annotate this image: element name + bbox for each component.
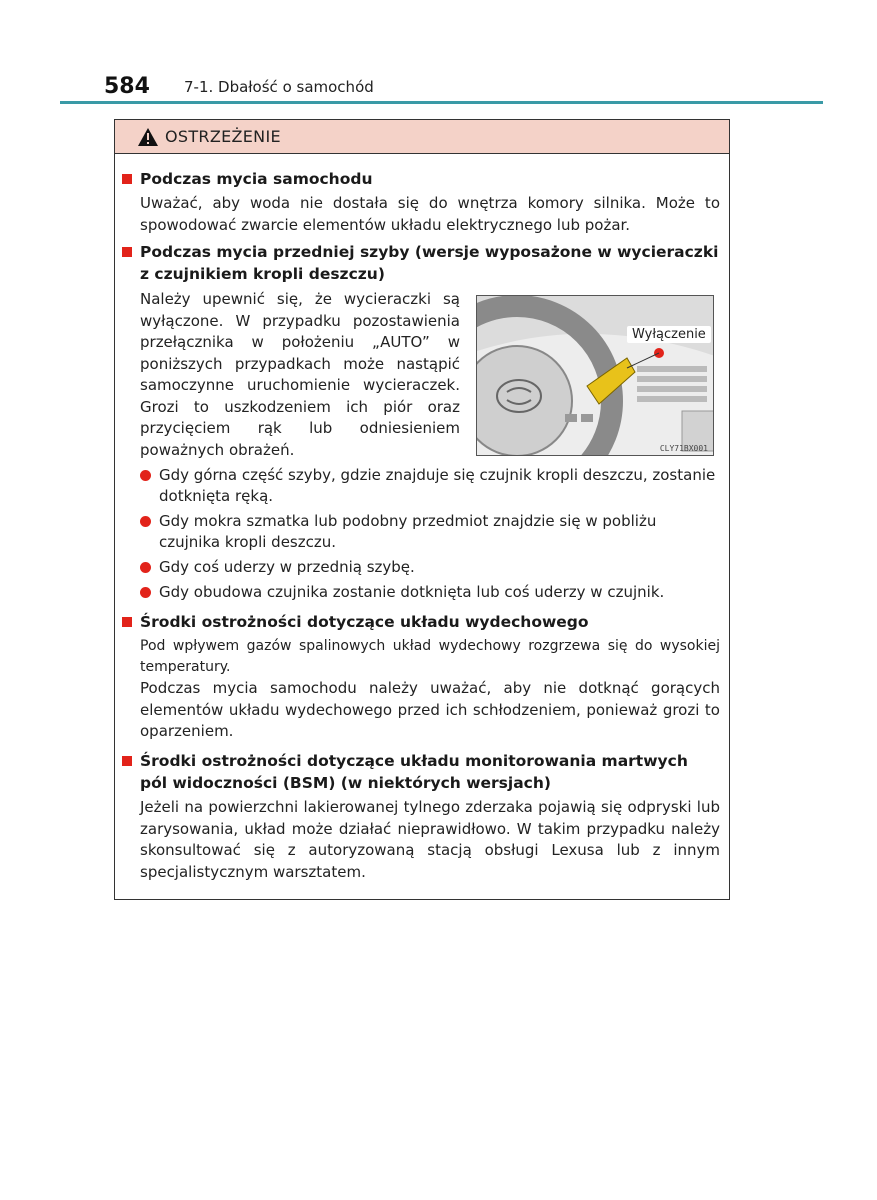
red-square-bullet-icon: [122, 174, 132, 184]
section-title-exhaust: Środki ostrożności dotyczące układu wydechowego: [140, 613, 589, 631]
list-item: Gdy coś uderzy w przednią szybę.: [140, 557, 720, 578]
section-text-exhaust-2: Podczas mycia samochodu należy uważać, aby nie dotknąć gorących elementów układu wydechowego przed ich schłodzeniem, ponieważ grozi to oparzeniem.: [140, 679, 720, 740]
figure-label-off: Wyłączenie: [627, 326, 711, 343]
red-dot-bullet-icon: [140, 587, 151, 598]
red-dot-bullet-icon: [140, 470, 151, 481]
section-title-washing: Podczas mycia samochodu: [140, 170, 373, 188]
warning-label: OSTRZEŻENIE: [165, 127, 281, 146]
section-text-bsm: Jeżeli na powierzchni lakierowanej tylnego zderzaka pojawią się odpryski lub zarysowania, układ może działać nieprawidłowo. W takim przypadku należy skonsultować się z autoryzowaną stacją obsługi Lexusa lub z innym specjalistycznym warsztatem.: [140, 798, 720, 881]
section-text-washing: Uważać, aby woda nie dostała się do wnętrza komory silnika. Może to spowodować zwarcie elementów układu elektrycznego lub pożar.: [140, 194, 720, 234]
section-title-bsm: Środki ostrożności dotyczące układu monitorowania martwych pól widoczności (BSM) (w niektórych wersjach): [140, 752, 688, 792]
section-exhaust: [120, 611, 720, 743]
section-washing: [120, 168, 720, 236]
section-text-exhaust-1: Pod wpływem gazów spalinowych układ wydechowy rozgrzewa się do wysokiej temperatury.: [140, 638, 720, 675]
section-title-windshield: Podczas mycia przedniej szyby (wersje wyposażone w wycieraczki z czujnikiem kropli deszczu): [140, 243, 719, 283]
list-item: Gdy mokra szmatka lub podobny przedmiot znajdzie się w pobliżu czujnika kropli deszczu.: [140, 511, 720, 553]
steering-wheel-image: [477, 296, 714, 456]
list-item: Gdy obudowa czujnika zostanie dotknięta lub coś uderzy w czujnik.: [140, 582, 720, 603]
red-dot-bullet-icon: [140, 516, 151, 527]
header-rule: [60, 101, 823, 104]
windshield-bullets: [140, 465, 720, 603]
section-title: 7-1. Dbałość o samochód: [184, 78, 374, 96]
warning-box: [114, 119, 730, 900]
warning-header: [115, 120, 729, 154]
section-text-windshield: Należy upewnić się, że wycieraczki są wyłączone. W przypadku pozostawienia przełącznika w położeniu „AUTO” w poniższych przypadkach może nastąpić samoczynne uruchomienie wycieraczek. Grozi to uszkodzeniem ich piór oraz przycięciem rąk lub odniesieniem poważnych obrażeń.: [140, 290, 460, 459]
red-square-bullet-icon: [122, 247, 132, 257]
page-number: 584: [104, 74, 150, 99]
wiper-switch-illustration: [476, 295, 714, 456]
figure-code: CLY71BX001: [659, 444, 708, 453]
red-dot-bullet-icon: [140, 562, 151, 573]
list-item: Gdy górna część szyby, gdzie znajduje się czujnik kropli deszczu, zostanie dotknięta ręką.: [140, 465, 720, 507]
red-square-bullet-icon: [122, 617, 132, 627]
warning-triangle-icon: [137, 127, 159, 147]
section-bsm: [120, 750, 720, 883]
red-square-bullet-icon: [122, 756, 132, 766]
